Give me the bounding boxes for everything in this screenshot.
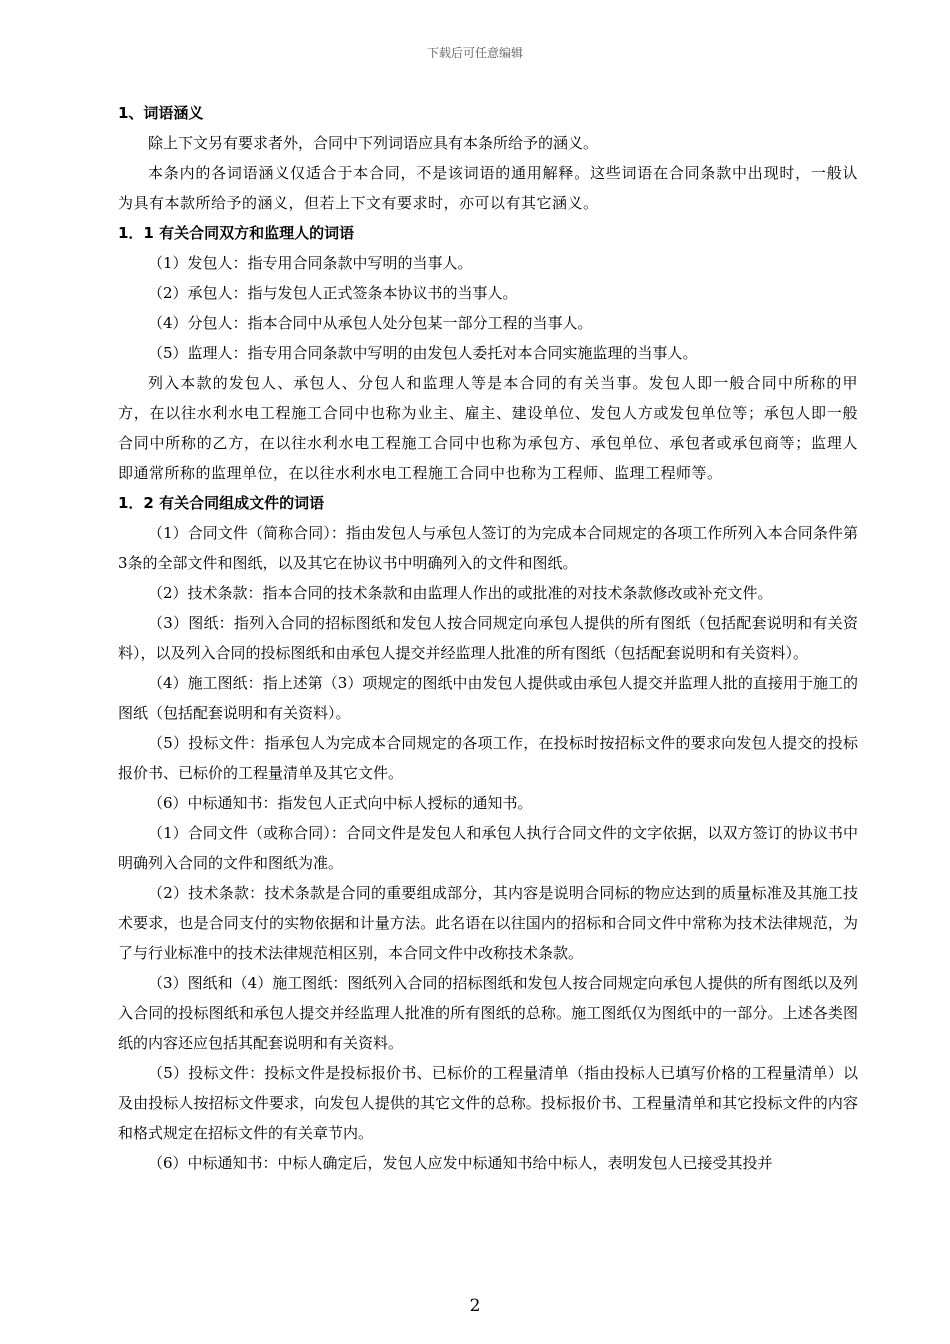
paragraph: （3）图纸和（4）施工图纸：图纸列入合同的招标图纸和发包人按合同规定向承包人提供的所有图纸以及列入合同的投标图纸和承包人提交并经监理人批准的所有图纸的总称。施工图纸仅为图纸中的一部分。上述各类图纸的内容还应包括其配套说明和有关资料。 — [118, 974, 858, 1052]
paragraph: 列入本款的发包人、承包人、分包人和监理人等是本合同的有关当事。发包人即一般合同中所称的甲方，在以往水利水电工程施工合同中也称为业主、雇主、建设单位、发包人方或发包单位等；承包人即一般合同中所称的乙方，在以往水利水电工程施工合同中也称为承包方、承包单位、承包者或承包商等；监理人即通常所称的监理单位，在以往水利水电工程施工合同中也称为工程师、监理工程师等。 — [118, 374, 858, 482]
paragraph: （1）合同文件（简称合同）：指由发包人与承包人签订的为完成本合同规定的各项工作所列入本合同条件第3条的全部文件和图纸，以及其它在协议书中明确列入的文件和图纸。 — [118, 524, 858, 572]
paragraph: （6）中标通知书：中标人确定后，发包人应发中标通知书给中标人，表明发包人已接受其投并 — [148, 1154, 773, 1172]
paragraph: 本条内的各词语涵义仅适合于本合同，不是该词语的通用解释。这些词语在合同条款中出现时，一般认为具有本款所给予的涵义，但若上下文有要求时，亦可以有其它涵义。 — [118, 164, 858, 212]
paragraph: （3）图纸：指列入合同的招标图纸和发包人按合同规定向承包人提供的所有图纸（包括配套说明和有关资料），以及列入合同的投标图纸和由承包人提交并经监理人批准的所有图纸（包括配套说明和有关资料）。 — [118, 614, 858, 662]
document-body — [118, 98, 858, 1178]
paragraph: （4）分包人：指本合同中从承包人处分包某一部分工程的当事人。 — [148, 314, 593, 332]
paragraph: （5）投标文件：指承包人为完成本合同规定的各项工作，在投标时按招标文件的要求向发包人提交的投标报价书、已标价的工程量清单及其它文件。 — [118, 734, 858, 782]
paragraph: （1）合同文件（或称合同）：合同文件是发包人和承包人执行合同文件的文字依据，以双方签订的协议书中明确列入合同的文件和图纸为准。 — [118, 824, 858, 872]
paragraph: （2）技术条款：指本合同的技术条款和由监理人作出的或批准的对技术条款修改或补充文件。 — [148, 584, 773, 602]
paragraph: （2）技术条款：技术条款是合同的重要组成部分，其内容是说明合同标的物应达到的质量标准及其施工技术要求，也是合同支付的实物依据和计量方法。此名语在以往国内的招标和合同文件中常称为技术法律规范，为了与行业标准中的技术法律规范相区别，本合同文件中改称技术条款。 — [118, 884, 858, 962]
section-heading: 1、词语涵义 — [118, 104, 204, 122]
paragraph: （5）监理人：指专用合同条款中写明的由发包人委托对本合同实施监理的当事人。 — [148, 344, 698, 362]
paragraph: （4）施工图纸：指上述第（3）项规定的图纸中由发包人提供或由承包人提交并监理人批的直接用于施工的图纸（包括配套说明和有关资料）。 — [118, 674, 858, 722]
page-number: 2 — [469, 1296, 481, 1316]
page-header: 下载后可任意编辑 — [426, 46, 523, 60]
paragraph: （5）投标文件：投标文件是投标报价书、已标价的工程量清单（指由投标人已填写价格的工程量清单）以及由投标人按招标文件要求，向发包人提供的其它文件的总称。投标报价书、工程量清单和其它投标文件的内容和格式规定在招标文件的有关章节内。 — [118, 1064, 858, 1142]
paragraph: （1）发包人：指专用合同条款中写明的当事人。 — [148, 254, 473, 272]
section-heading: 1．1 有关合同双方和监理人的词语 — [118, 224, 355, 242]
paragraph: 除上下文另有要求者外，合同中下列词语应具有本条所给予的涵义。 — [148, 134, 599, 152]
section-heading: 1．2 有关合同组成文件的词语 — [118, 494, 325, 512]
paragraph: （2）承包人：指与发包人正式签条本协议书的当事人。 — [148, 284, 518, 302]
paragraph: （6）中标通知书：指发包人正式向中标人授标的通知书。 — [148, 794, 533, 812]
